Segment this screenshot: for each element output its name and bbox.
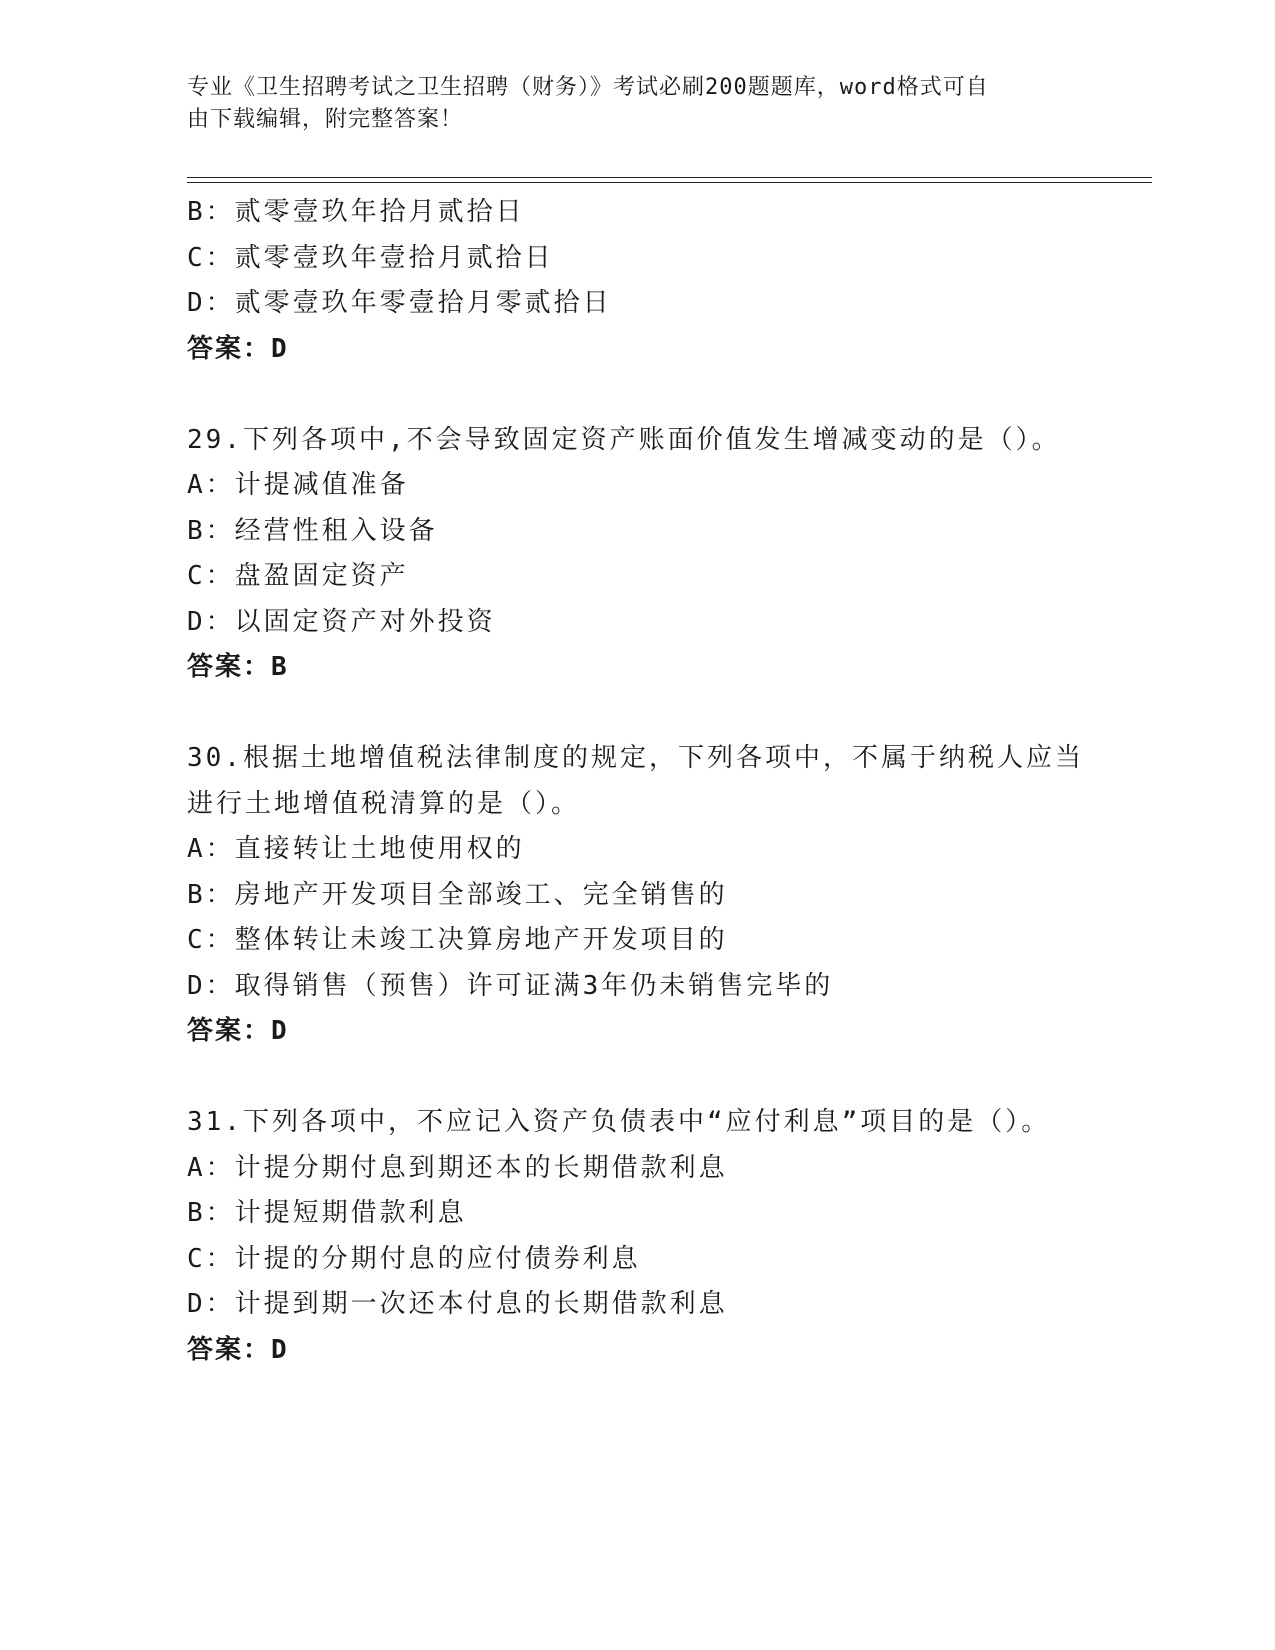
spacer — [187, 1055, 1077, 1101]
option-c: C：盘盈固定资产 — [187, 561, 409, 591]
question-stem-line-2: 进行土地增值税清算的是（）。 — [187, 788, 581, 819]
option-b: B：房地产开发项目全部竣工、完全销售的 — [187, 879, 728, 910]
option-d: D：以固定资产对外投资 — [187, 606, 496, 637]
option-a: A：计提减值准备 — [187, 470, 409, 500]
question-28-continued — [187, 190, 1077, 372]
question-31 — [187, 1100, 1077, 1373]
answer: 答案：B — [187, 652, 289, 682]
option-a: A：直接转让土地使用权的 — [187, 834, 525, 864]
option-d: D：计提到期一次还本付息的长期借款利息 — [187, 1289, 728, 1319]
question-stem-line-1: 30.根据土地增值税法律制度的规定，下列各项中，不属于纳税人应当 — [187, 743, 1084, 773]
question-30 — [187, 736, 1084, 1055]
question-stem: 31.下列各项中，不应记入资产负债表中“应付利息”项目的是（）。 — [187, 1107, 1051, 1137]
page-header — [187, 72, 1067, 136]
answer: 答案：D — [187, 1334, 289, 1365]
header-line-1: 专业《卫生招聘考试之卫生招聘（财务）》考试必刷200题题库，word格式可自 — [187, 75, 989, 100]
option-c: C：整体转让未竣工决算房地产开发项目的 — [187, 925, 728, 955]
answer: 答案：D — [187, 1016, 289, 1046]
option-d: D：取得销售（预售）许可证满3年仍未销售完毕的 — [187, 970, 834, 1001]
header-line-2: 由下载编辑，附完整答案！ — [187, 107, 464, 132]
question-stem: 29.下列各项中,不会导致固定资产账面价值发生增减变动的是（）。 — [187, 424, 1061, 455]
spacer — [187, 691, 1077, 737]
option-b: B：计提短期借款利息 — [187, 1198, 467, 1228]
question-content — [187, 190, 1084, 1373]
option-c: C：计提的分期付息的应付债券利息 — [187, 1243, 641, 1274]
header-rule-bottom — [187, 182, 1152, 183]
header-rule-top — [187, 177, 1152, 178]
answer: 答案：D — [187, 333, 289, 364]
option-c: C：贰零壹玖年壹拾月贰拾日 — [187, 242, 554, 273]
option-a: A：计提分期付息到期还本的长期借款利息 — [187, 1152, 728, 1183]
option-d: D：贰零壹玖年零壹拾月零贰拾日 — [187, 288, 612, 318]
question-29 — [187, 418, 1077, 691]
option-b: B：贰零壹玖年拾月贰拾日 — [187, 197, 525, 227]
option-b: B：经营性租入设备 — [187, 515, 438, 546]
spacer — [187, 372, 1077, 418]
